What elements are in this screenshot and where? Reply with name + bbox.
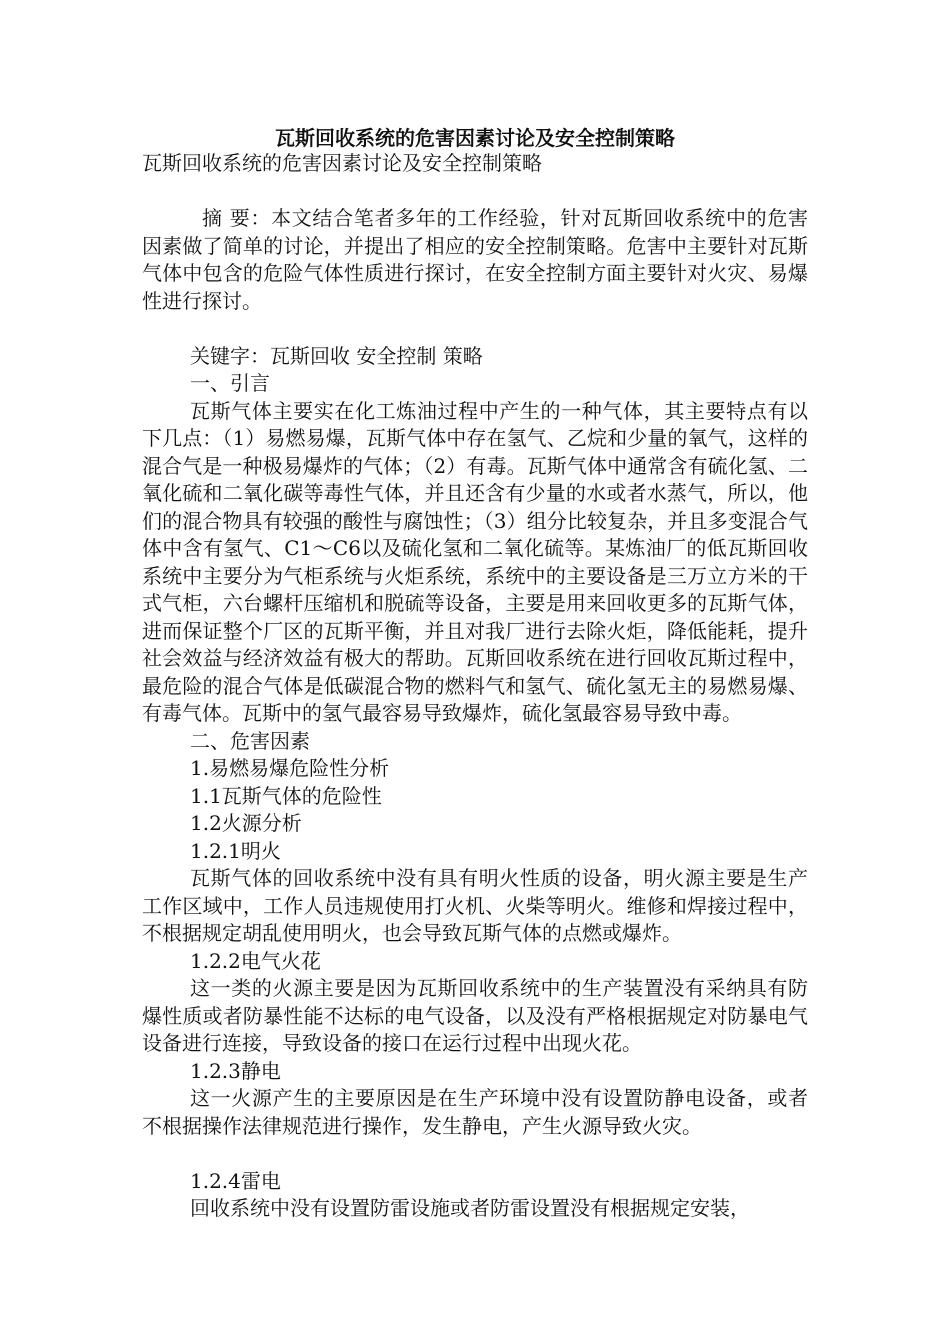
paragraph-open-fire: 瓦斯气体的回收系统中没有具有明火性质的设备，明火源主要是生产工作区域中，工作人员违规使用打火机、火柴等明火。维修和焊接过程中，不根据规定胡乱使用明火，也会导致瓦斯气体的点燃或爆炸。 xyxy=(142,866,808,945)
subheading-1-2: 1.2火源分析 xyxy=(190,811,302,835)
abstract-paragraph: 摘 要：本文结合笔者多年的工作经验，针对瓦斯回收系统中的危害因素做了简单的讨论，并提出了相应的安全控制策略。危害中主要针对瓦斯气体中包含的危险气体性质进行探讨，在安全控制方面主要针对火灾、易爆性进行探讨。 xyxy=(142,206,808,313)
document-subtitle: 瓦斯回收系统的危害因素讨论及安全控制策略 xyxy=(142,151,542,175)
subheading-1-2-2: 1.2.2电气火花 xyxy=(190,948,321,973)
keywords-line: 关键字：瓦斯回收 安全控制 策略 xyxy=(190,343,483,368)
blank-line xyxy=(142,1140,808,1168)
subheading-1-1: 1.1瓦斯气体的危险性 xyxy=(190,783,382,808)
paragraph-electric-spark: 这一类的火源主要是因为瓦斯回收系统中的生产装置没有采纳具有防爆性质或者防暴性能不达标的电气设备，以及没有严格根据规定对防暴电气设备进行连接，导致设备的接口在运行过程中出现火花。 xyxy=(142,976,808,1055)
subheading-1-2-3: 1.2.3静电 xyxy=(190,1058,281,1083)
section-heading-hazards: 二、危害因素 xyxy=(190,728,310,753)
section-heading-intro: 一、引言 xyxy=(190,371,270,395)
blank-line xyxy=(142,178,808,206)
intro-paragraph: 瓦斯气体主要实在化工炼油过程中产生的一种气体，其主要特点有以下几点：（1）易燃易爆，瓦斯气体中存在氢气、乙烷和少量的氧气，这样的混合气是一种极易爆炸的气体；（2）有毒。瓦斯气体中通常含有硫化氢、二氧化硫和二氧化碳等毒性气体，并且还含有少量的水或者水蒸气，所以，他们的混合物具有较强的酸性与腐蚀性；（3）组分比较复杂，并且多变混合气体中含有氢气、C1～C6以及硫化氢和二氧化硫等。某炼油厂的低瓦斯回收系统中主要分为气柜系统与火炬系统，系统中的主要设备是三万立方米的干式气柜，六台螺杆压缩机和脱硫等设备，主要是用来回收更多的瓦斯气体，进而保证整个厂区的瓦斯平衡，并且对我厂进行去除火炬，降低能耗，提升社会效益与经济效益有极大的帮助。瓦斯回收系统在进行回收瓦斯过程中，最危险的混合气体是低碳混合物的燃料气和氢气、硫化氢无主的易燃易爆、有毒气体。瓦斯中的氢气最容易导致爆炸，硫化氢最容易导致中毒。 xyxy=(142,398,808,725)
subheading-1-2-1: 1.2.1明火 xyxy=(190,838,281,863)
subheading-1: 1.易燃易爆危险性分析 xyxy=(190,756,390,780)
document-body xyxy=(142,150,808,1223)
document-title: 瓦斯回收系统的危害因素讨论及安全控制策略 xyxy=(275,126,675,150)
paragraph-lightning: 回收系统中没有设置防雷设施或者防雷设置没有根据规定安装， xyxy=(190,1196,750,1220)
paragraph-static: 这一火源产生的主要原因是在生产环境中没有设置防静电设备，或者不根据操作法律规范进行操作，发生静电，产生火源导致火灾。 xyxy=(142,1086,808,1138)
subheading-1-2-4: 1.2.4雷电 xyxy=(190,1168,281,1193)
blank-line xyxy=(142,315,808,343)
